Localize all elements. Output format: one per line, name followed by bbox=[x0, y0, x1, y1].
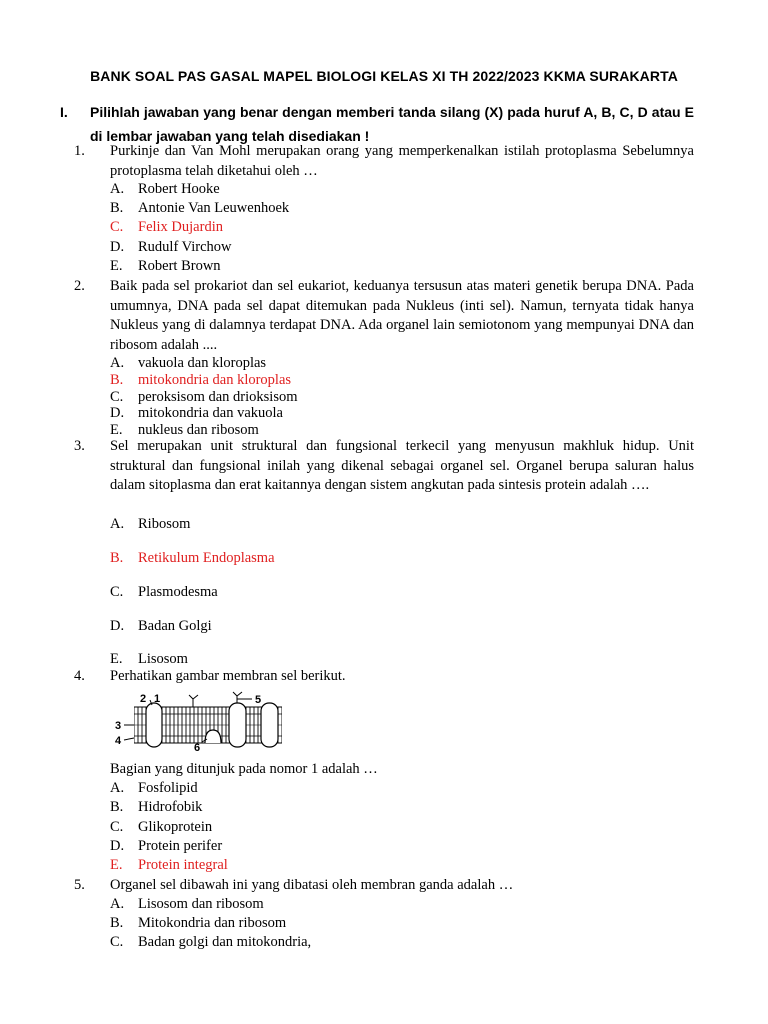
answer-option: B. Hidrofobik bbox=[110, 799, 203, 815]
section-number: I. bbox=[60, 104, 68, 120]
question-text: Sel merupakan unit struktural dan fungsional terkecil yang menyusun makhluk hidup. Unit struktural dan fungsional inilah yang dikenal sebagai organel sel. Organel berupa saluran halus dalam sitoplasma dan erat kaitannya dengan sistem angkutan pada sintesis protein adalah …. bbox=[110, 438, 694, 493]
question-text: Perhatikan gambar membran sel berikut. bbox=[110, 668, 346, 684]
question-number: 1. bbox=[74, 143, 85, 159]
answer-option-correct: B. Retikulum Endoplasma bbox=[110, 550, 275, 566]
answer-option: E. Lisosom bbox=[110, 651, 188, 667]
cell-membrane-figure bbox=[112, 690, 287, 752]
figure-label: 6 bbox=[194, 742, 201, 752]
figure-label: 3 bbox=[115, 720, 122, 732]
answer-option: C. Badan golgi dan mitokondria, bbox=[110, 934, 312, 950]
answer-option: C. Glikoprotein bbox=[110, 819, 213, 835]
answer-option: A. Fosfolipid bbox=[110, 780, 198, 796]
answer-option: B. Antonie Van Leuwenhoek bbox=[110, 200, 290, 216]
page-title: BANK SOAL PAS GASAL MAPEL BIOLOGI KELAS XI TH 2022/2023 KKMA SURAKARTA bbox=[90, 68, 678, 84]
question-number: 5. bbox=[74, 877, 85, 893]
answer-option: A. Robert Hooke bbox=[110, 181, 220, 197]
figure-label: 4 bbox=[115, 735, 122, 747]
answer-option: D. mitokondria dan vakuola bbox=[110, 405, 283, 421]
answer-option: A. Ribosom bbox=[110, 516, 191, 532]
answer-option-correct: C. Felix Dujardin bbox=[110, 219, 223, 235]
section-instruction: Pilihlah jawaban yang benar dengan memberi tanda silang (X) pada huruf A, B, C, D atau E di lembar jawaban yang telah disediakan ! bbox=[90, 104, 694, 144]
answer-option: E. nukleus dan ribosom bbox=[110, 422, 259, 438]
answer-option: D. Rudulf Virchow bbox=[110, 239, 232, 255]
answer-option: B. Mitokondria dan ribosom bbox=[110, 915, 287, 931]
figure-label: 2 bbox=[140, 693, 147, 705]
question-text: Baik pada sel prokariot dan sel eukariot, keduanya tersusun atas materi genetik berupa DNA. Pada umumnya, DNA pada sel dapat ditemukan pada Nukleus (inti sel). Namun, ternyata tidak hanya Nukleus yang di dalamnya terdapat DNA. Ada organel lain semiotonom yang mempunyai DNA dan ribosom adalah .... bbox=[110, 278, 694, 353]
question-text: Purkinje dan Van Mohl merupakan orang yang memperkenalkan istilah protoplasma Sebelumnya protoplasma telah diketahui oleh … bbox=[110, 143, 694, 179]
figure-label: 1 bbox=[154, 693, 161, 705]
answer-option: C. peroksisom dan drioksisom bbox=[110, 389, 298, 405]
question-text: Organel sel dibawah ini yang dibatasi oleh membran ganda adalah … bbox=[110, 877, 514, 893]
answer-option-correct: E. Protein integral bbox=[110, 857, 228, 873]
figure-label: 5 bbox=[255, 694, 262, 706]
answer-option: E. Robert Brown bbox=[110, 258, 221, 274]
question-number: 2. bbox=[74, 278, 85, 294]
question-subtext: Bagian yang ditunjuk pada nomor 1 adalah … bbox=[110, 761, 378, 777]
answer-option: D. Badan Golgi bbox=[110, 618, 212, 634]
answer-option: D. Protein perifer bbox=[110, 838, 223, 854]
question-number: 3. bbox=[74, 438, 85, 454]
question-number: 4. bbox=[74, 668, 85, 684]
answer-option: A. Lisosom dan ribosom bbox=[110, 896, 264, 912]
answer-option: C. Plasmodesma bbox=[110, 584, 218, 600]
answer-option: A. vakuola dan kloroplas bbox=[110, 355, 267, 371]
answer-option-correct: B. mitokondria dan kloroplas bbox=[110, 372, 292, 388]
